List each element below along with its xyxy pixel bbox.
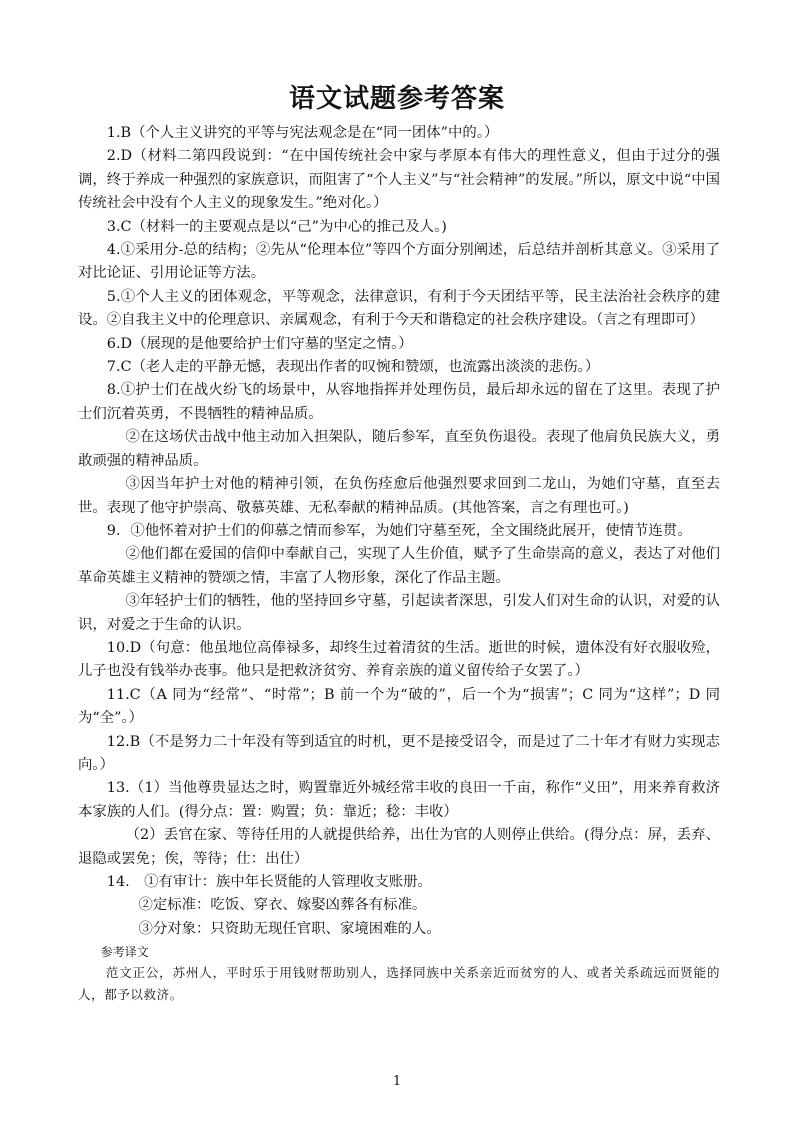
answer-item: ②在这场伏击战中他主动加入担架队，随后参军，直至负伤退役。表现了他肩负民族大义，勇敢顽强的精神品质。	[78, 429, 720, 469]
answer-item: ②他们都在爱国的信仰中奉献自己，实现了人生价值，赋予了生命崇高的意义，表达了对他们革命英雄主义精神的赞颂之情，丰富了人物形象，深化了作品主题。	[78, 546, 720, 586]
answer-item: 13.（1）当他尊贵显达之时，购置靠近外城经常丰收的良田一千亩，称作“义田”，用来养育救济本家族的人们。(得分点：置：购置；负：靠近；稔：丰收）	[78, 780, 720, 820]
answer-item: 7.C（老人走的平静无憾，表现出作者的叹惋和赞颂，也流露出淡淡的悲伤。）	[106, 359, 600, 376]
page-number: 1	[392, 1074, 402, 1089]
page-title: 语文试题参考答案	[288, 84, 505, 114]
translation-text: 范文正公，苏州人，平时乐于用钱财帮助别人，选择同族中关系亲近而贫穷的人、或者关系疏远而贤能的人，都予以救济。	[78, 965, 720, 1003]
answer-item: 1.B（个人主义讲究的平等与宪法观念是在“同一团体”中的。）	[106, 125, 499, 141]
answer-item: 10.D（句意：他虽地位高俸禄多，却终生过着清贫的生活。逝世的时候，遗体没有好衣服收殓，儿子也没有钱举办丧事。他只是把救济贫穷、养育亲族的道义留传给子女罢了。）	[78, 639, 720, 680]
answer-item: 4.①采用分-总的结构；②先从“伦理本位”等四个方面分别阐述，后总结并剖析其意义。③采用了对比论证、引用论证等方法。	[78, 242, 720, 282]
answer-item: 3.C（材料一的主要观点是以“己”为中心的推己及人。)	[106, 218, 447, 235]
answer-item: ②定标准：吃饭、穿衣、嫁娶凶葬各有标准。	[138, 897, 427, 914]
answer-item: 6.D（展现的是他要给护士们守墓的坚定之情。）	[106, 335, 413, 352]
answer-item: 12.B（不是努力二十年没有等到适宜的时机，更不是接受诏令，而是过了二十年才有财力实现志向。）	[78, 733, 720, 773]
answer-item: （2）丢官在家、等待任用的人就提供给养，出仕为官的人则停止供给。(得分点：屏，丢弃、退隐或罢免；俟，等待；仕：出仕）	[78, 827, 720, 867]
answer-item: ③年轻护士们的牺牲，他的坚持回乡守墓，引起读者深思，引发人们对生命的认识，对爱的认识，对爱之于生命的认识。	[78, 593, 720, 633]
answer-item: 8.①护士们在战火纷飞的场景中，从容地指挥并处理伤员，最后却永远的留在了这里。表现了护士们沉着英勇，不畏牺牲的精神品质。	[78, 382, 720, 422]
answer-item: ③因当年护士对他的精神引领，在负伤痊愈后他强烈要求回到二龙山，为她们守墓，直至去世。表现了他守护崇高、敬慕英雄、无私奉献的精神品质。(其他答案，言之有理也可。)	[78, 476, 720, 516]
translation-label: 参考译文	[100, 945, 149, 960]
answer-item: 14. ①有审计：族中年长贤能的人管理收支账册。	[106, 874, 432, 890]
answer-item: 2.D（材料二第四段说到：“在中国传统社会中家与孝原本有伟大的理性意义，但由于过分的强调，终于养成一种强烈的家族意识，而阻害了“个人主义”与“社会精神”的发展。”所以，原文中说“中国传统社会中没有个人主义的现象发生。”绝对化。）	[78, 148, 720, 212]
answer-item: 9．①他怀着对护士们的仰慕之情而参军，为她们守墓至死，全文围绕此展开，使情节连贯。	[106, 522, 692, 539]
answer-item: ③分对象：只资助无现任官职、家境困难的人。	[138, 920, 441, 937]
answer-item: 11.C（A 同为“经常”、“时常”；B 前一个为“破的”，后一个为“损害”；C 同为“这样”；D 同为“全”。）	[78, 686, 720, 727]
answer-item: 5.①个人主义的团体观念，平等观念，法律意识，有利于今天团结平等，民主法治社会秩序的建设。②自我主义中的伦理意识、亲属观念，有利于今天和谐稳定的社会秩序建设。（言之有理即可）	[78, 288, 720, 329]
answer-list	[78, 122, 720, 1006]
